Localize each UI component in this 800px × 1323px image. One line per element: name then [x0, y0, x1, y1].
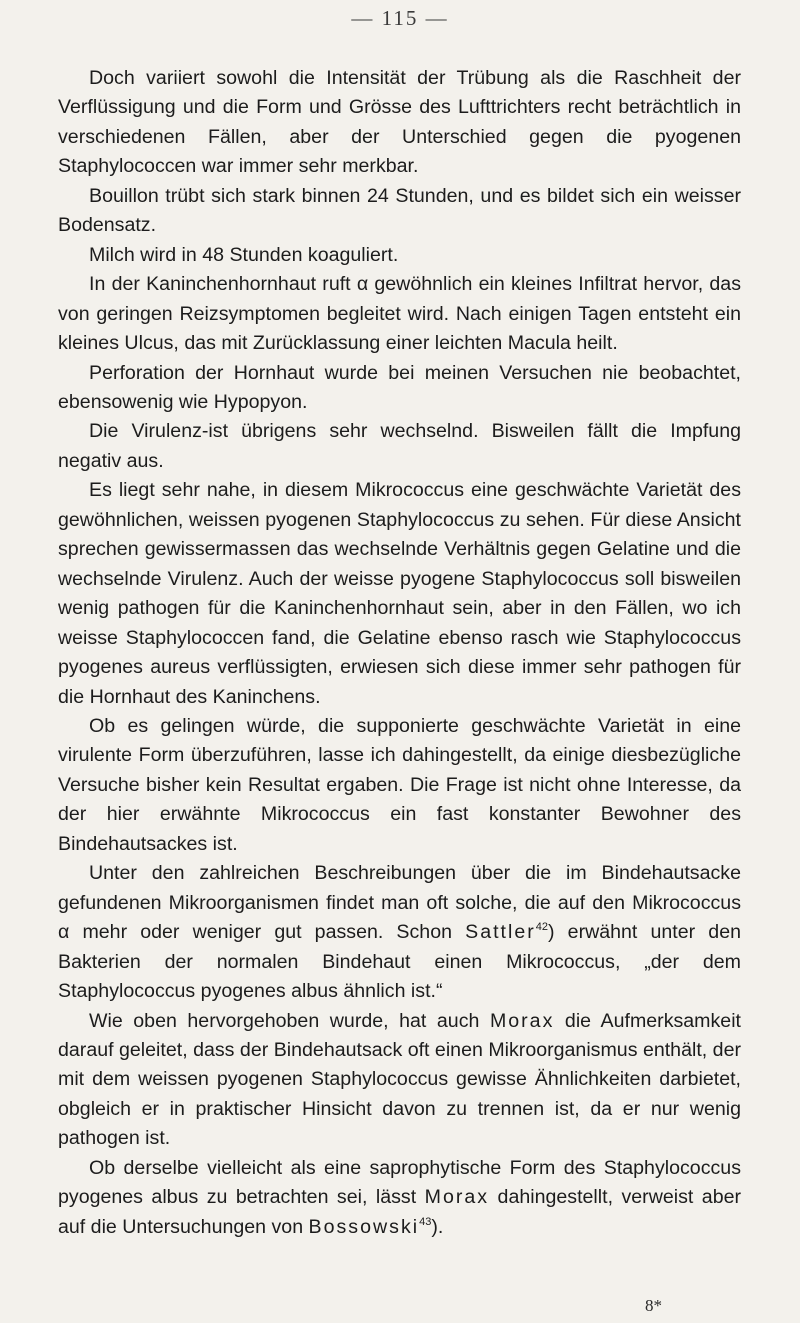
sheet-signature: 8*: [645, 1296, 662, 1315]
paragraph: Doch variiert sowohl die Intensität der Trübung als die Raschheit der Verflüssigung und die Form und Grösse des Lufttrichters recht beträchtlich in verschiedenen Fällen, aber der Unterschied gegen die pyogenen Staphylococcen war immer sehr merkbar.: [58, 67, 741, 178]
author-name-morax: Morax: [489, 1009, 555, 1032]
paragraph: In der Kaninchenhornhaut ruft α gewöhnlich ein kleines Infiltrat hervor, das von geringen Reizsymptomen begleitet wird. Nach einigen Tagen entsteht ein kleines Ulcus, das mit Zurücklassung einer leichten Macula heilt.: [58, 273, 741, 355]
author-name-bossowski: Bossowski: [308, 1215, 420, 1238]
paragraph: Die Virulenz-ist übrigens sehr wechselnd. Bisweilen fällt die Impfung negativ aus.: [58, 420, 741, 472]
text-run: dahingestellt, verweist aber auf die Untersuchungen von: [58, 1186, 742, 1238]
page-number: — 115 —: [351, 6, 449, 30]
paragraph-morax: [58, 1007, 741, 1154]
text-run: Wie oben hervorgehoben wurde, hat auch: [89, 1009, 490, 1032]
author-name-sattler: Sattler: [465, 921, 536, 944]
paragraph: Bouillon trübt sich stark binnen 24 Stunden, und es bildet sich ein weisser Bodensatz.: [58, 184, 741, 237]
footnote-ref: 42: [535, 921, 549, 934]
paragraph: Ob es gelingen würde, die supponierte geschwächte Varietät in eine virulente Form überzuführen, lasse ich dahingestellt, da einige diesbezügliche Versuche bisher kein Resultat ergaben. Die Frage ist nicht ohne Interesse, da der hier erwähnte Mikrococcus ein fast konstanter Bewohner des Bindehautsackes ist.: [58, 714, 741, 855]
text-run: Ob derselbe vielleicht als eine saprophytische Form des Staphylococcus pyogenes albus zu betrachten sei, lässt: [58, 1156, 741, 1209]
text-run: Unter den zahlreichen Beschreibungen über die im Bindehautsacke gefundenen Mikroorganismen findet man oft solche, die auf den Mikrococcus α mehr oder weniger gut passen. Schon: [58, 862, 741, 944]
footnote-ref: 43: [419, 1215, 432, 1228]
paragraph: Perforation der Hornhaut wurde bei meinen Versuchen nie beobachtet, ebensowenig wie Hypopyon.: [58, 361, 741, 413]
paragraph-bossowski: [58, 1154, 741, 1242]
body-text: [58, 64, 741, 1242]
text-run: ) erwähnt unter den Bakterien der normalen Bindehaut einen Mikrococcus, „der dem Staphylococcus pyogenes albus ähnlich ist.“: [58, 921, 741, 1003]
author-name-morax: Morax: [424, 1186, 490, 1209]
text-run: die Aufmerksamkeit darauf geleitet, dass der Bindehautsack oft einen Mikroorganismus enthält, der mit dem weissen pyogenen Staphylococcus gewisse Ähnlichkeiten darbietet, obgleich er in praktischer Hinsicht davon zu trennen ist, da er nur wenig pathogen ist.: [58, 1009, 741, 1150]
text-run: ).: [431, 1215, 444, 1238]
paragraph: Es liegt sehr nahe, in diesem Mikrococcus eine geschwächte Varietät des gewöhnlichen, weissen pyogenen Staphylococcus zu sehen. Für diese Ansicht sprechen gewissermassen das wechselnde Verhältnis gegen Gelatine und die wechselnde Virulenz. Auch der weisse pyogene Staphylococcus soll bisweilen wenig pathogen für die Kaninchenhornhaut sein, aber in den Fällen, wo ich weisse Staphylococcen fand, die Gelatine ebenso rasch wie Staphylococcus pyogenes aureus verflüssigten, erwiesen sich diese immer sehr pathogen für die Hornhaut des Kaninchens.: [58, 479, 741, 708]
paragraph-sattler: [58, 859, 741, 1006]
paragraph: Milch wird in 48 Stunden koaguliert.: [89, 243, 399, 266]
